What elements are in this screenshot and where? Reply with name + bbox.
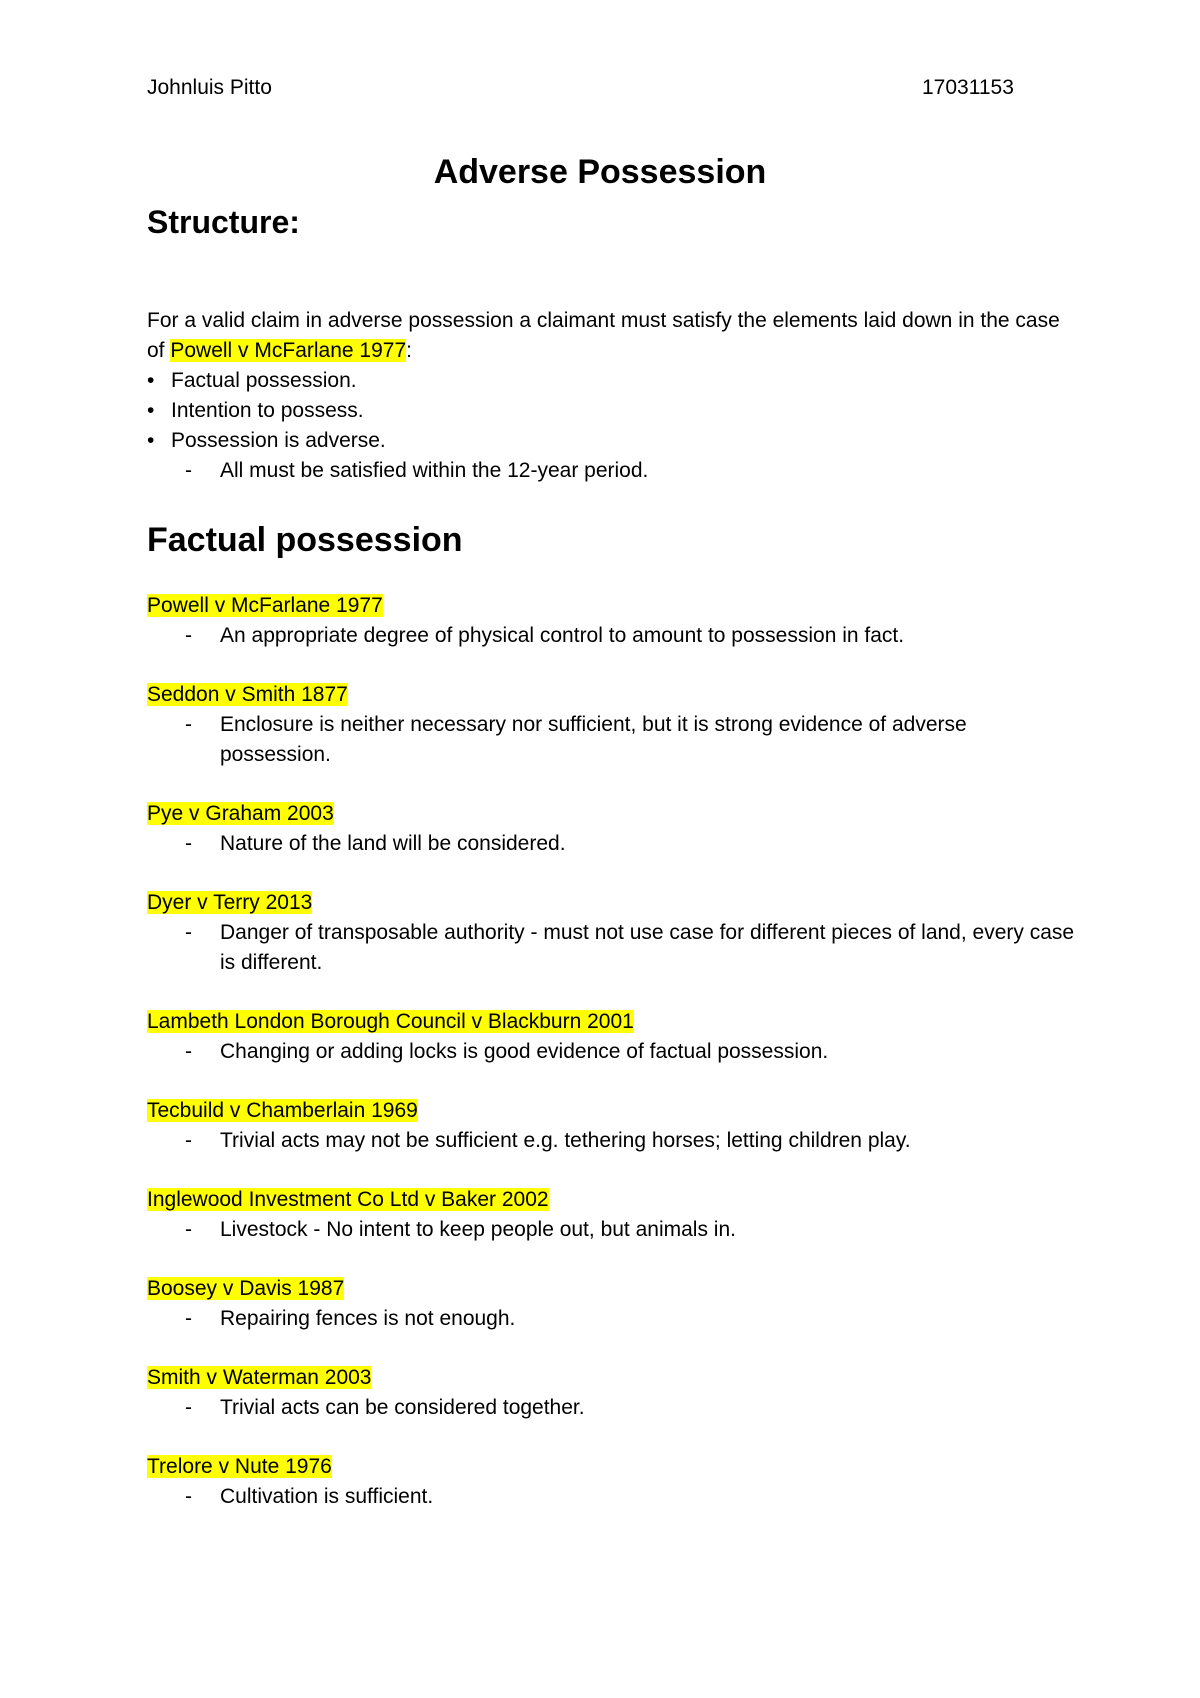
- case-note-text: Enclosure is neither necessary nor sufficient, but it is strong evidence of adverse possession.: [220, 713, 967, 766]
- case-note: [147, 829, 1077, 859]
- bullet-icon: •: [147, 399, 155, 422]
- sub-note: [147, 456, 1077, 486]
- header-student-id: 17031153: [922, 76, 1014, 99]
- bullet-icon: •: [147, 429, 155, 452]
- case-entry: [147, 1096, 1077, 1156]
- case-name: Inglewood Investment Co Ltd v Baker 2002: [147, 1188, 549, 1211]
- header-author: Johnluis Pitto: [147, 76, 272, 99]
- dash-icon: -: [185, 1307, 192, 1330]
- case-note: [147, 1215, 1077, 1245]
- case-note-text: Danger of transposable authority - must not use case for different pieces of land, every case is different.: [220, 921, 1075, 974]
- case-entry: [147, 1363, 1077, 1423]
- list-item-text: Factual possession.: [171, 369, 357, 392]
- dash-icon: -: [185, 459, 192, 482]
- case-name: Smith v Waterman 2003: [147, 1366, 372, 1389]
- list-item: [147, 426, 1077, 456]
- case-note-text: Trivial acts may not be sufficient e.g. tethering horses; letting children play.: [220, 1129, 911, 1152]
- case-name: Powell v McFarlane 1977: [147, 594, 383, 617]
- dash-icon: -: [185, 921, 192, 944]
- case-note: [147, 918, 1077, 978]
- case-name: Dyer v Terry 2013: [147, 891, 313, 914]
- case-note: [147, 1482, 1077, 1512]
- intro-paragraph: [147, 306, 1077, 366]
- factual-possession-heading: Factual possession: [147, 521, 463, 559]
- case-note-text: Trivial acts can be considered together.: [220, 1396, 585, 1419]
- case-entry: [147, 1452, 1077, 1512]
- case-note: [147, 1037, 1077, 1067]
- dash-icon: -: [185, 1485, 192, 1508]
- case-entry: [147, 1274, 1077, 1334]
- case-note: [147, 1126, 1077, 1156]
- dash-icon: -: [185, 713, 192, 736]
- dash-icon: -: [185, 1040, 192, 1063]
- case-entry: [147, 799, 1077, 859]
- dash-icon: -: [185, 624, 192, 647]
- case-entry: [147, 1185, 1077, 1245]
- case-note-text: Livestock - No intent to keep people out, but animals in.: [220, 1218, 736, 1241]
- case-entry: [147, 680, 1077, 770]
- case-entry: [147, 888, 1077, 978]
- case-name: Boosey v Davis 1987: [147, 1277, 345, 1300]
- case-entry: [147, 1007, 1077, 1067]
- case-name: Trelore v Nute 1976: [147, 1455, 332, 1478]
- case-note: [147, 710, 1077, 770]
- case-note-text: Repairing fences is not enough.: [220, 1307, 516, 1330]
- case-note: [147, 1393, 1077, 1423]
- case-note-text: Cultivation is sufficient.: [220, 1485, 434, 1508]
- case-note-text: Nature of the land will be considered.: [220, 832, 566, 855]
- page-title: Adverse Possession: [433, 153, 767, 191]
- structure-heading: Structure:: [147, 204, 300, 240]
- case-name: Seddon v Smith 1877: [147, 683, 348, 706]
- bullet-icon: •: [147, 369, 155, 392]
- dash-icon: -: [185, 1396, 192, 1419]
- list-item-text: Intention to possess.: [171, 399, 364, 422]
- dash-icon: -: [185, 1218, 192, 1241]
- case-note-text: An appropriate degree of physical control to amount to possession in fact.: [220, 624, 905, 647]
- intro-colon: :: [406, 339, 412, 362]
- case-name: Tecbuild v Chamberlain 1969: [147, 1099, 418, 1122]
- case-name: Pye v Graham 2003: [147, 802, 334, 825]
- list-item: [147, 396, 1077, 426]
- intro-case-highlight: Powell v McFarlane 1977: [170, 339, 407, 362]
- sub-note-text: All must be satisfied within the 12-year period.: [220, 459, 649, 482]
- case-note: [147, 1304, 1077, 1334]
- case-note-text: Changing or adding locks is good evidence of factual possession.: [220, 1040, 829, 1063]
- dash-icon: -: [185, 832, 192, 855]
- case-note: [147, 621, 1077, 651]
- case-entry: [147, 591, 1077, 651]
- elements-list: [147, 366, 1077, 456]
- list-item-text: Possession is adverse.: [171, 429, 386, 452]
- case-name: Lambeth London Borough Council v Blackburn 2001: [147, 1010, 634, 1033]
- intro-text: For a valid claim in adverse possession a claimant must satisfy the elements laid down in the case of: [147, 309, 1060, 362]
- dash-icon: -: [185, 1129, 192, 1152]
- list-item: [147, 366, 1077, 396]
- structure-section: [147, 306, 1077, 486]
- case-list: [147, 591, 1077, 1541]
